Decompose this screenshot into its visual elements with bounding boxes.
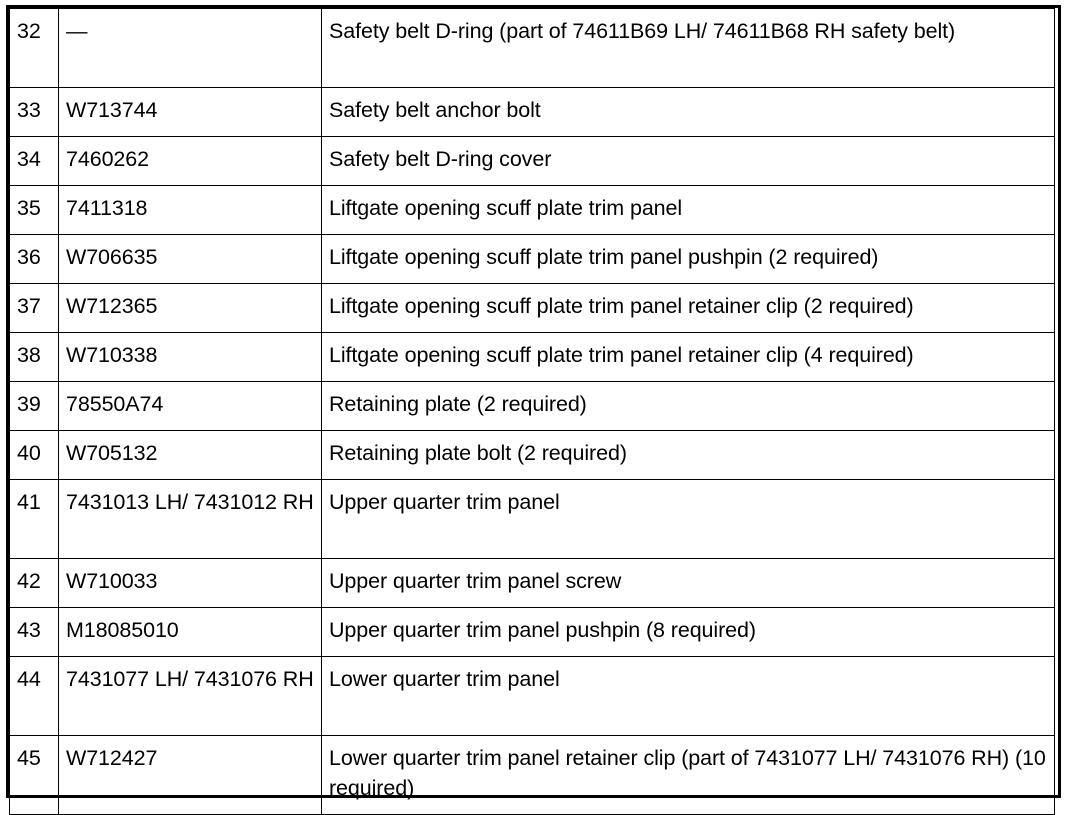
part-description: Liftgate opening scuff plate trim panel retainer clip (4 required) <box>322 333 1055 382</box>
part-number: W705132 <box>59 431 322 480</box>
part-description: Upper quarter trim panel <box>322 480 1055 559</box>
table-row <box>10 9 1055 88</box>
part-number: W712427 <box>59 736 322 815</box>
table-row <box>10 284 1055 333</box>
item-number: 45 <box>10 736 59 815</box>
part-description: Safety belt D-ring (part of 74611B69 LH/ 74611B68 RH safety belt) <box>322 9 1055 88</box>
part-description: Retaining plate bolt (2 required) <box>322 431 1055 480</box>
table-row <box>10 559 1055 608</box>
part-number: — <box>59 9 322 88</box>
part-description: Upper quarter trim panel screw <box>322 559 1055 608</box>
table-row <box>10 382 1055 431</box>
part-description: Lower quarter trim panel retainer clip (part of 7431077 LH/ 7431076 RH) (10 required) <box>322 736 1055 815</box>
part-number: W710033 <box>59 559 322 608</box>
item-number: 36 <box>10 235 59 284</box>
part-number: W710338 <box>59 333 322 382</box>
part-number: W706635 <box>59 235 322 284</box>
part-description: Safety belt D-ring cover <box>322 137 1055 186</box>
table-row <box>10 431 1055 480</box>
part-description: Liftgate opening scuff plate trim panel pushpin (2 required) <box>322 235 1055 284</box>
part-description: Liftgate opening scuff plate trim panel retainer clip (2 required) <box>322 284 1055 333</box>
parts-table <box>9 8 1055 815</box>
part-number: 78550A74 <box>59 382 322 431</box>
item-number: 35 <box>10 186 59 235</box>
part-number: 7460262 <box>59 137 322 186</box>
table-row <box>10 608 1055 657</box>
table-row <box>10 333 1055 382</box>
table-row <box>10 137 1055 186</box>
item-number: 42 <box>10 559 59 608</box>
item-number: 44 <box>10 657 59 736</box>
item-number: 41 <box>10 480 59 559</box>
part-number: W712365 <box>59 284 322 333</box>
part-number: 7411318 <box>59 186 322 235</box>
item-number: 33 <box>10 88 59 137</box>
table-row <box>10 657 1055 736</box>
table-row <box>10 186 1055 235</box>
part-number: 7431013 LH/ 7431012 RH <box>59 480 322 559</box>
item-number: 34 <box>10 137 59 186</box>
part-number: M18085010 <box>59 608 322 657</box>
item-number: 37 <box>10 284 59 333</box>
part-description: Liftgate opening scuff plate trim panel <box>322 186 1055 235</box>
item-number: 39 <box>10 382 59 431</box>
part-description: Retaining plate (2 required) <box>322 382 1055 431</box>
item-number: 43 <box>10 608 59 657</box>
item-number: 38 <box>10 333 59 382</box>
part-description: Upper quarter trim panel pushpin (8 required) <box>322 608 1055 657</box>
item-number: 40 <box>10 431 59 480</box>
table-row <box>10 235 1055 284</box>
table-row <box>10 736 1055 815</box>
part-number: W713744 <box>59 88 322 137</box>
table-row <box>10 88 1055 137</box>
table-row <box>10 480 1055 559</box>
part-description: Safety belt anchor bolt <box>322 88 1055 137</box>
part-description: Lower quarter trim panel <box>322 657 1055 736</box>
item-number: 32 <box>10 9 59 88</box>
part-number: 7431077 LH/ 7431076 RH <box>59 657 322 736</box>
